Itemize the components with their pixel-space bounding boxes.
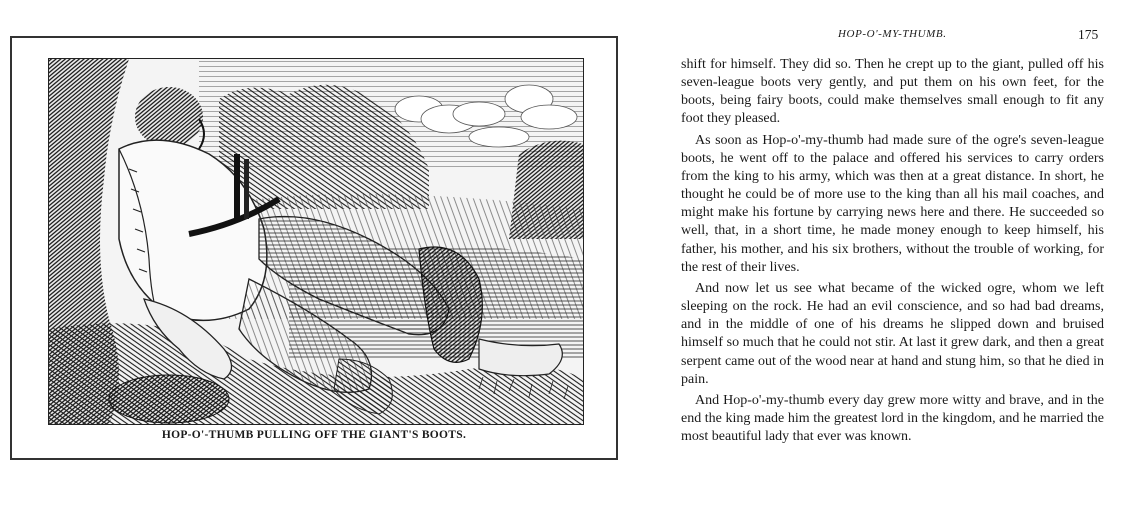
illustration-plate	[10, 36, 618, 460]
engraving-illustration	[48, 58, 584, 425]
paragraph: And now let us see what became of the wicked ogre, whom we left sleeping on the rock. He had an evil conscience, and so had bad dreams, and in the middle of one of his dreams he slipped down and bruised himself so much that he could not stir. At last it grew dark, and then a great serpent came out of the wood near at hand and stung him, so that he died in pain.	[681, 280, 1104, 387]
paragraph: And Hop-o'-my-thumb every day grew more witty and brave, and in the end the king made him the greatest lord in the kingdom, and he married the most beautiful lady that ever was known.	[681, 392, 1104, 445]
page-number: 175	[1078, 27, 1099, 42]
running-head: HOP-O'-MY-THUMB.	[838, 28, 947, 40]
paragraph: As soon as Hop-o'-my-thumb had made sure of the ogre's seven-league boots, he went off to the palace and offered his services to carry orders from the king to his army, which was then at a great distance. In short, he thought he could be of more use to the king than all his mail coaches, and might make his fortune by carrying news here and there. He succeeded so well, that, in a short time, he made money enough to keep himself, his father, his mother, and his six brothers, without the trouble of working, for the rest of their lives.	[681, 132, 1104, 275]
sleeping-giant-engraving	[49, 59, 583, 424]
paragraph: shift for himself. They did so. Then he crept up to the giant, pulled off his seven-league boots very gently, and put them on his own feet, for the boots, being fairy boots, could make themselves small enough to fit any foot they pleased.	[681, 57, 1104, 127]
illustration-caption: HOP-O'-THUMB PULLING OFF THE GIANT'S BOOTS.	[161, 429, 467, 441]
body-text	[681, 56, 1104, 449]
